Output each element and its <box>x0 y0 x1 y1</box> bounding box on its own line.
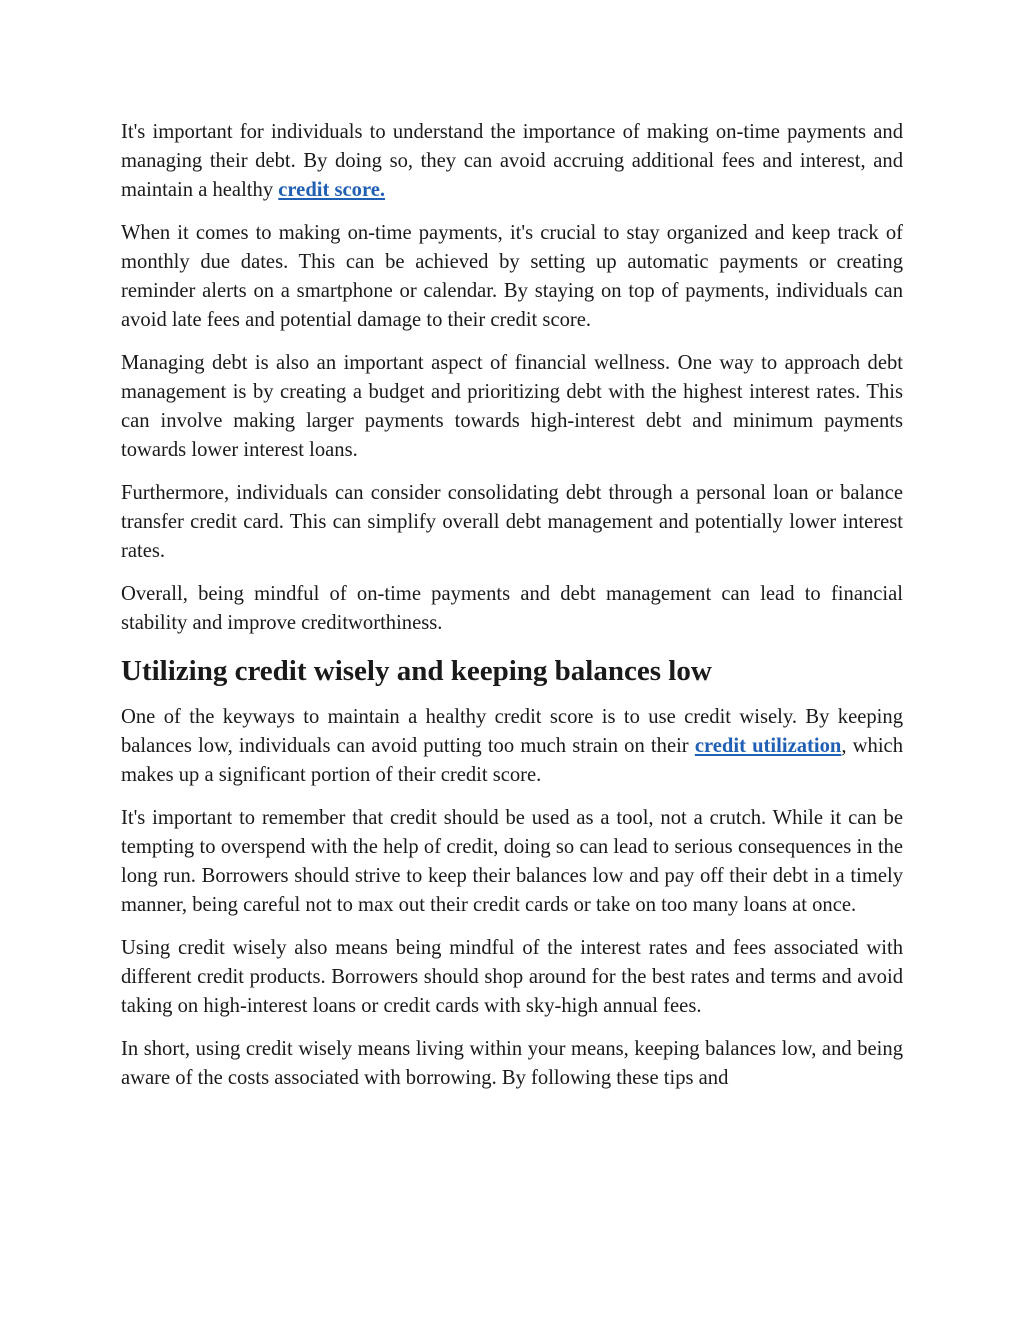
paragraph-in-short: In short, using credit wisely means living within your means, keeping balances low, and being aware of the costs associated with borrowing. By following these tips and <box>121 1038 903 1089</box>
paragraph-managing-debt: Managing debt is also an important aspect of financial wellness. One way to approach debt management is by creating a budget and prioritizing debt with the highest interest rates. This can involve making larger payments towards high-interest debt and minimum payments towards lower interest loans. <box>121 352 903 461</box>
paragraph-text: , which makes up a significant portion of their credit score. <box>121 735 903 786</box>
paragraph-credit-score-intro <box>121 118 903 205</box>
paragraph-overall: Overall, being mindful of on-time payments and debt management can lead to financial stability and improve creditworthiness. <box>121 583 903 634</box>
paragraph-on-time-payments: When it comes to making on-time payments, it's crucial to stay organized and keep track of monthly due dates. This can be achieved by setting up automatic payments or creating reminder alerts on a smartphone or calendar. By staying on top of payments, individuals can avoid late fees and potential damage to their credit score. <box>121 222 903 331</box>
document-page <box>121 118 903 1107</box>
paragraph-text: One of the keyways to maintain a healthy credit score is to use credit wisely. By keeping balances low, individuals can avoid putting too much strain on their <box>121 706 903 757</box>
section-heading: Utilizing credit wisely and keeping balances low <box>121 655 712 687</box>
credit-score-link[interactable]: credit score. <box>278 179 386 201</box>
credit-utilization-link[interactable]: credit utilization <box>694 735 842 757</box>
paragraph-consolidating-debt: Furthermore, individuals can consider consolidating debt through a personal loan or balance transfer credit card. This can simplify overall debt management and potentially lower interest rates. <box>121 482 903 562</box>
paragraph-credit-utilization <box>121 703 903 790</box>
paragraph-interest-rates-fees: Using credit wisely also means being mindful of the interest rates and fees associated with different credit products. Borrowers should shop around for the best rates and terms and avoid taking on high-interest loans or credit cards with sky-high annual fees. <box>121 937 903 1017</box>
paragraph-text: It's important for individuals to understand the importance of making on-time payments and managing their debt. By doing so, they can avoid accruing additional fees and interest, and maintain a healthy <box>121 121 903 201</box>
paragraph-credit-as-tool: It's important to remember that credit should be used as a tool, not a crutch. While it can be tempting to overspend with the help of credit, doing so can lead to serious consequences in the long run. Borrowers should strive to keep their balances low and pay off their debt in a timely manner, being careful not to max out their credit cards or take on too many loans at once. <box>121 807 903 916</box>
